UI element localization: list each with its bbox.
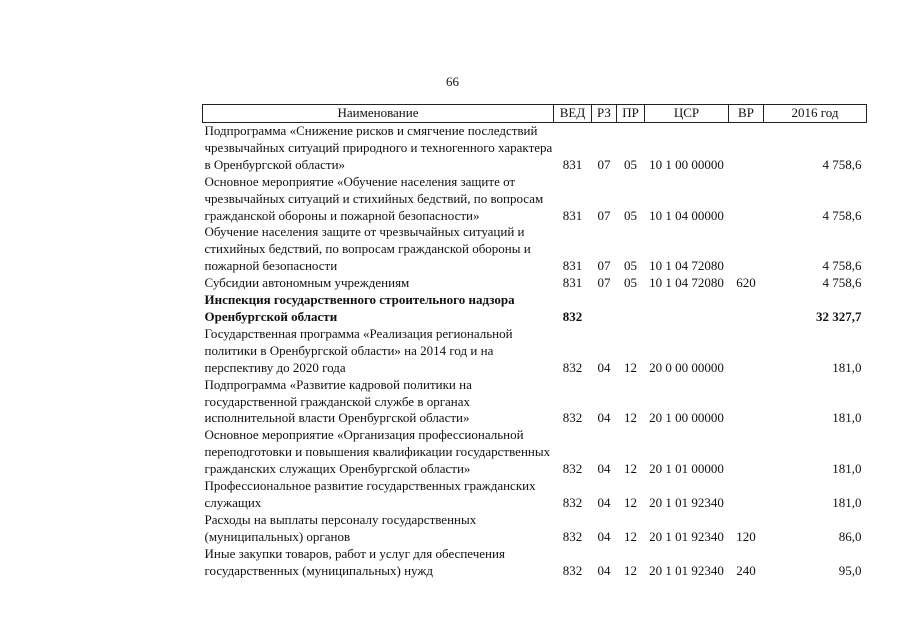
table-row — [203, 174, 867, 225]
row-pr: 12 — [624, 494, 637, 510]
table-row — [203, 123, 867, 174]
row-rz — [592, 292, 617, 326]
row-ved: 832 — [562, 308, 583, 324]
row-pr: 12 — [624, 562, 637, 578]
row-vr: 120 — [736, 528, 756, 544]
row-name: Подпрограмма «Снижение рисков и смягчение последствий чрезвычайных ситуаций природного и техногенного характера в Оренбургской области» — [204, 123, 553, 172]
row-rz: 07 — [597, 275, 611, 291]
row-pr: 12 — [624, 461, 637, 477]
row-rz: 04 — [597, 359, 611, 375]
row-amount: 86,0 — [838, 528, 862, 544]
row-name: Субсидии автономным учреждениям — [204, 275, 410, 291]
row-pr: 05 — [624, 258, 637, 274]
header-name: Наименование — [203, 105, 554, 123]
row-rz: 07 — [597, 258, 611, 274]
row-csr: 20 1 01 92340 — [649, 494, 724, 510]
header-ved: ВЕД — [554, 105, 592, 123]
header-vr: ВР — [729, 105, 764, 123]
row-name: Расходы на выплаты персоналу государственных (муниципальных) органов — [204, 511, 477, 544]
row-pr: 12 — [624, 410, 637, 426]
row-ved: 832 — [562, 494, 583, 510]
row-vr — [729, 377, 764, 428]
row-csr: 20 1 01 92340 — [649, 562, 724, 578]
row-csr: 10 1 04 72080 — [649, 275, 724, 291]
row-pr: 05 — [624, 207, 637, 223]
row-csr — [645, 292, 729, 326]
row-amount: 181,0 — [832, 494, 862, 510]
row-ved: 831 — [562, 275, 583, 291]
row-vr — [729, 478, 764, 512]
row-ved: 832 — [562, 359, 583, 375]
row-ved: 831 — [562, 258, 583, 274]
row-name: Основное мероприятие «Обучение населения защите от чрезвычайных ситуаций и стихийных бедствий, по вопросам гражданской обороны и пожарной безопасности» — [204, 173, 544, 223]
row-amount: 4 758,6 — [822, 156, 862, 172]
table-row — [203, 478, 867, 512]
table-row — [203, 427, 867, 478]
header-year: 2016 год — [764, 105, 867, 123]
row-vr — [729, 326, 764, 377]
row-name: Инспекция государственного строительного надзора Оренбургской области — [204, 292, 515, 324]
table-row — [203, 292, 867, 326]
row-amount: 4 758,6 — [822, 207, 862, 223]
row-name: Подпрограмма «Развитие кадровой политики на государственной гражданской службе в органах исполнительной власти Оренбургской области» — [204, 376, 472, 426]
row-csr: 10 1 04 00000 — [649, 207, 724, 223]
row-ved: 831 — [562, 156, 583, 172]
row-name: Обучение населения защите от чрезвычайных ситуаций и стихийных бедствий, по вопросам гражданской обороны и пожарной безопасности — [204, 224, 531, 274]
row-rz: 07 — [597, 207, 611, 223]
header-csr: ЦСР — [645, 105, 729, 123]
row-vr — [729, 292, 764, 326]
row-vr — [729, 174, 764, 225]
row-rz: 04 — [597, 528, 611, 544]
table-row — [203, 275, 867, 292]
table-row — [203, 326, 867, 377]
row-csr: 20 0 00 00000 — [649, 359, 724, 375]
row-vr: 620 — [736, 275, 756, 291]
table-row — [203, 224, 867, 275]
row-amount: 4 758,6 — [822, 275, 862, 291]
row-pr: 12 — [624, 528, 637, 544]
row-csr: 20 1 01 00000 — [649, 461, 724, 477]
table-row — [203, 512, 867, 546]
row-amount: 95,0 — [838, 562, 862, 578]
table-header-row — [203, 105, 867, 123]
row-vr — [729, 427, 764, 478]
page-number: 66 — [446, 74, 459, 89]
row-amount: 32 327,7 — [816, 308, 862, 324]
row-csr: 10 1 00 00000 — [649, 156, 724, 172]
table-row — [203, 377, 867, 428]
row-rz: 04 — [597, 562, 611, 578]
row-ved: 832 — [562, 410, 583, 426]
row-vr — [729, 123, 764, 174]
row-csr: 20 1 00 00000 — [649, 410, 724, 426]
row-pr: 05 — [624, 275, 637, 291]
row-amount: 181,0 — [832, 359, 862, 375]
row-name: Иные закупки товаров, работ и услуг для обеспечения государственных (муниципальных) нужд — [204, 545, 505, 578]
row-ved: 832 — [562, 461, 583, 477]
budget-table — [202, 104, 867, 579]
row-amount: 4 758,6 — [822, 258, 862, 274]
row-pr — [617, 292, 645, 326]
row-ved: 832 — [562, 528, 583, 544]
row-pr: 12 — [624, 359, 637, 375]
table-body — [203, 123, 867, 580]
row-rz: 04 — [597, 494, 611, 510]
row-ved: 832 — [562, 562, 583, 578]
row-rz: 04 — [597, 410, 611, 426]
header-rz: РЗ — [592, 105, 617, 123]
row-name: Профессиональное развитие государственных гражданских служащих — [204, 478, 536, 510]
row-csr: 20 1 01 92340 — [649, 528, 724, 544]
row-ved: 831 — [562, 207, 583, 223]
row-vr — [729, 224, 764, 275]
row-rz: 04 — [597, 461, 611, 477]
row-name: Государственная программа «Реализация региональной политики в Оренбургской области» на 2014 год и на перспективу до 2020 года — [204, 325, 513, 375]
row-csr: 10 1 04 72080 — [649, 258, 724, 274]
row-amount: 181,0 — [832, 410, 862, 426]
row-pr: 05 — [624, 156, 637, 172]
row-name: Основное мероприятие «Организация профессиональной переподготовки и повышения квалификации государственных гражданских служащих Оренбургской области» — [204, 427, 551, 477]
table-row — [203, 546, 867, 580]
header-pr: ПР — [617, 105, 645, 123]
row-amount: 181,0 — [832, 461, 862, 477]
row-vr: 240 — [736, 562, 756, 578]
row-rz: 07 — [597, 156, 611, 172]
